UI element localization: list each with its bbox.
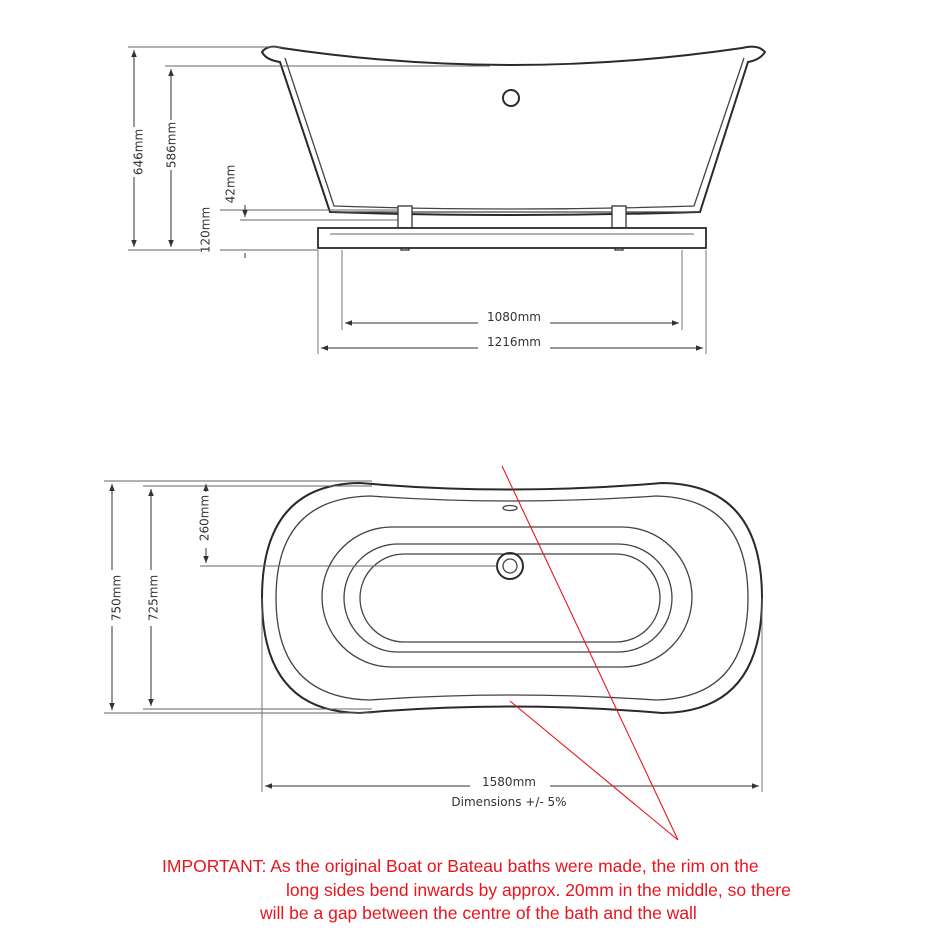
- note-line-1: IMPORTANT: As the original Boat or Bateau baths were made, the rim on the: [162, 856, 759, 876]
- dim-label-1080: 1080mm: [487, 310, 541, 324]
- dim-label-750: 750mm: [109, 574, 124, 622]
- dim-label-260: 260mm: [197, 494, 212, 542]
- dim-label-42: 42mm: [223, 164, 238, 204]
- dim-label-1216: 1216mm: [487, 335, 541, 349]
- plan-view: [102, 481, 762, 809]
- bath-side-profile: [262, 47, 765, 215]
- waste-inner-icon: [503, 559, 517, 573]
- plinth: [318, 228, 706, 248]
- overflow-icon: [503, 90, 519, 106]
- elevation-view: [124, 47, 765, 357]
- foot-left: [398, 206, 412, 228]
- pointer-line-bottom: [510, 701, 678, 840]
- note-line-3: will be a gap between the centre of the bath and the wall: [260, 903, 697, 923]
- dim-label-1580: 1580mm: [482, 775, 536, 789]
- note-line-2: long sides bend inwards by approx. 20mm in the middle, so there: [286, 880, 791, 900]
- dim-label-646: 646mm: [131, 128, 146, 176]
- dim-label-120: 120mm: [198, 206, 213, 254]
- dim-label-586: 586mm: [164, 121, 179, 169]
- foot-right: [612, 206, 626, 228]
- dim-label-725: 725mm: [146, 574, 161, 622]
- waste-icon: [497, 553, 523, 579]
- bath-basin-floor: [360, 554, 660, 642]
- tolerance-label: Dimensions +/- 5%: [451, 795, 567, 809]
- bath-basin: [344, 544, 672, 652]
- bath-outer-rim: [262, 483, 762, 713]
- bath-inner-rim: [285, 58, 744, 209]
- rim-annotation: [162, 466, 791, 923]
- overflow-slot-icon: [503, 506, 517, 511]
